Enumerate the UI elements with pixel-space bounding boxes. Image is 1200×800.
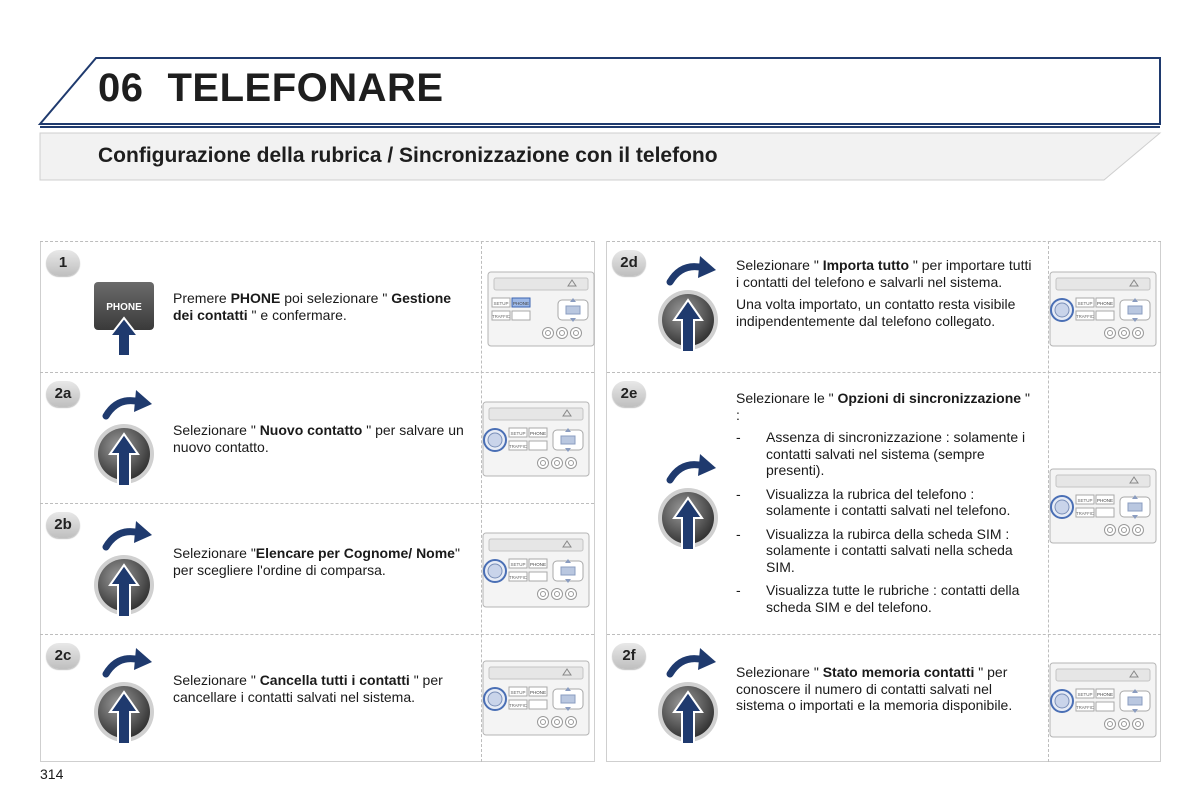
page-number: 314	[40, 766, 64, 782]
radio-panel-thumbnail	[481, 529, 591, 609]
step-instruction: Selezionare " Stato memoria contatti " per conoscere il numero di contatti salvati nel sistema o importati e la memoria disponibile.	[736, 664, 1013, 713]
menu-option-name: Stato memoria contatti	[822, 664, 975, 680]
option-list	[736, 429, 1036, 615]
step-2e-text	[736, 390, 1036, 622]
svg-text:SETUP: SETUP	[493, 301, 509, 306]
step-2c-text	[173, 672, 468, 711]
radio-panel-thumbnail	[1048, 268, 1158, 348]
option-list-item: - Visualizza tutte le rubriche : contatti della scheda SIM e del telefono.	[736, 582, 1036, 615]
option-list-item: - Visualizza la rubirca della scheda SIM : solamente i contatti salvati nella scheda SIM.	[736, 526, 1036, 576]
radio-panel-thumbnail	[481, 398, 591, 478]
svg-text:PHONE: PHONE	[529, 690, 547, 695]
svg-text:PHONE: PHONE	[512, 301, 530, 306]
rotary-knob-icon	[656, 256, 726, 361]
step-badge: 2d	[612, 250, 646, 276]
svg-text:TRAFFIC: TRAFFIC	[509, 575, 527, 580]
rotary-knob-icon	[656, 454, 726, 559]
rotary-knob-icon	[92, 648, 162, 753]
step-2d-text	[736, 257, 1036, 335]
step-instruction: Selezionare le " Opzioni di sincronizzazione " :	[736, 390, 1030, 423]
svg-text:SETUP: SETUP	[1077, 692, 1093, 697]
section-title: Configurazione della rubrica / Sincronizzazione con il telefono	[98, 144, 718, 167]
svg-text:TRAFFIC: TRAFFIC	[492, 314, 510, 319]
chapter-heading	[98, 66, 444, 111]
svg-text:SETUP: SETUP	[510, 562, 526, 567]
svg-text:PHONE: PHONE	[1096, 301, 1114, 306]
svg-text:PHONE: PHONE	[1096, 498, 1114, 503]
step-note: Una volta importato, un contatto resta visibile indipendentemente dal telefono collegato.	[736, 296, 1016, 329]
svg-text:PHONE: PHONE	[106, 302, 142, 313]
svg-text:TRAFFIC: TRAFFIC	[509, 703, 527, 708]
step-instruction: Selezionare "Elencare per Cognome/ Nome" per scegliere l'ordine di comparsa.	[173, 545, 460, 578]
step-2b-text	[173, 545, 468, 584]
option-list-item: - Visualizza la rubrica del telefono : solamente i contatti salvati nel telefono.	[736, 486, 1036, 519]
menu-option-name: Gestione dei contatti	[173, 290, 452, 323]
step-1-text	[173, 290, 468, 329]
menu-option-name: Elencare per Cognome/ Nome	[255, 545, 455, 561]
svg-text:TRAFFIC: TRAFFIC	[509, 444, 527, 449]
menu-option-name: Importa tutto	[822, 257, 910, 273]
step-2a-text	[173, 422, 468, 461]
chapter-number: 06	[98, 66, 144, 110]
step-badge: 1	[46, 250, 80, 276]
rotary-knob-icon	[656, 648, 726, 753]
menu-option-name: Nuovo contatto	[259, 422, 363, 438]
svg-text:PHONE: PHONE	[1096, 692, 1114, 697]
step-badge: 2b	[46, 512, 80, 538]
svg-text:SETUP: SETUP	[1077, 498, 1093, 503]
step-2f-text	[736, 664, 1036, 720]
menu-option-name: Cancella tutti i contatti	[259, 672, 410, 688]
step-badge: 2e	[612, 381, 646, 407]
menu-option-name: PHONE	[230, 290, 281, 306]
rotary-knob-icon	[92, 390, 162, 495]
svg-text:PHONE: PHONE	[529, 431, 547, 436]
svg-text:PHONE: PHONE	[529, 562, 547, 567]
step-instruction: Selezionare " Importa tutto " per importare tutti i contatti del telefono e salvarli nel sistema.	[736, 257, 1032, 290]
svg-text:SETUP: SETUP	[510, 690, 526, 695]
step-instruction: Premere PHONE poi selezionare " Gestione dei contatti " e confermare.	[173, 290, 452, 323]
svg-text:TRAFFIC: TRAFFIC	[1076, 511, 1094, 516]
phone-button-icon	[92, 280, 156, 363]
svg-text:SETUP: SETUP	[510, 431, 526, 436]
svg-text:TRAFFIC: TRAFFIC	[1076, 705, 1094, 710]
menu-option-name: Opzioni di sincronizzazione	[837, 390, 1022, 406]
step-instruction: Selezionare " Nuovo contatto " per salvare un nuovo contatto.	[173, 422, 464, 455]
radio-panel-thumbnail	[481, 657, 591, 737]
radio-panel-thumbnail	[486, 268, 596, 348]
radio-panel-thumbnail	[1048, 659, 1158, 739]
step-badge: 2c	[46, 643, 80, 669]
radio-panel-thumbnail	[1048, 465, 1158, 545]
chapter-title: TELEFONARE	[167, 66, 444, 110]
option-list-item: - Assenza di sincronizzazione : solamente i contatti salvati nel sistema (sempre presenti).	[736, 429, 1036, 479]
step-badge: 2a	[46, 381, 80, 407]
step-badge: 2f	[612, 643, 646, 669]
svg-text:SETUP: SETUP	[1077, 301, 1093, 306]
svg-text:TRAFFIC: TRAFFIC	[1076, 314, 1094, 319]
step-instruction: Selezionare " Cancella tutti i contatti " per cancellare i contatti salvati nel sistema.	[173, 672, 443, 705]
rotary-knob-icon	[92, 521, 162, 626]
